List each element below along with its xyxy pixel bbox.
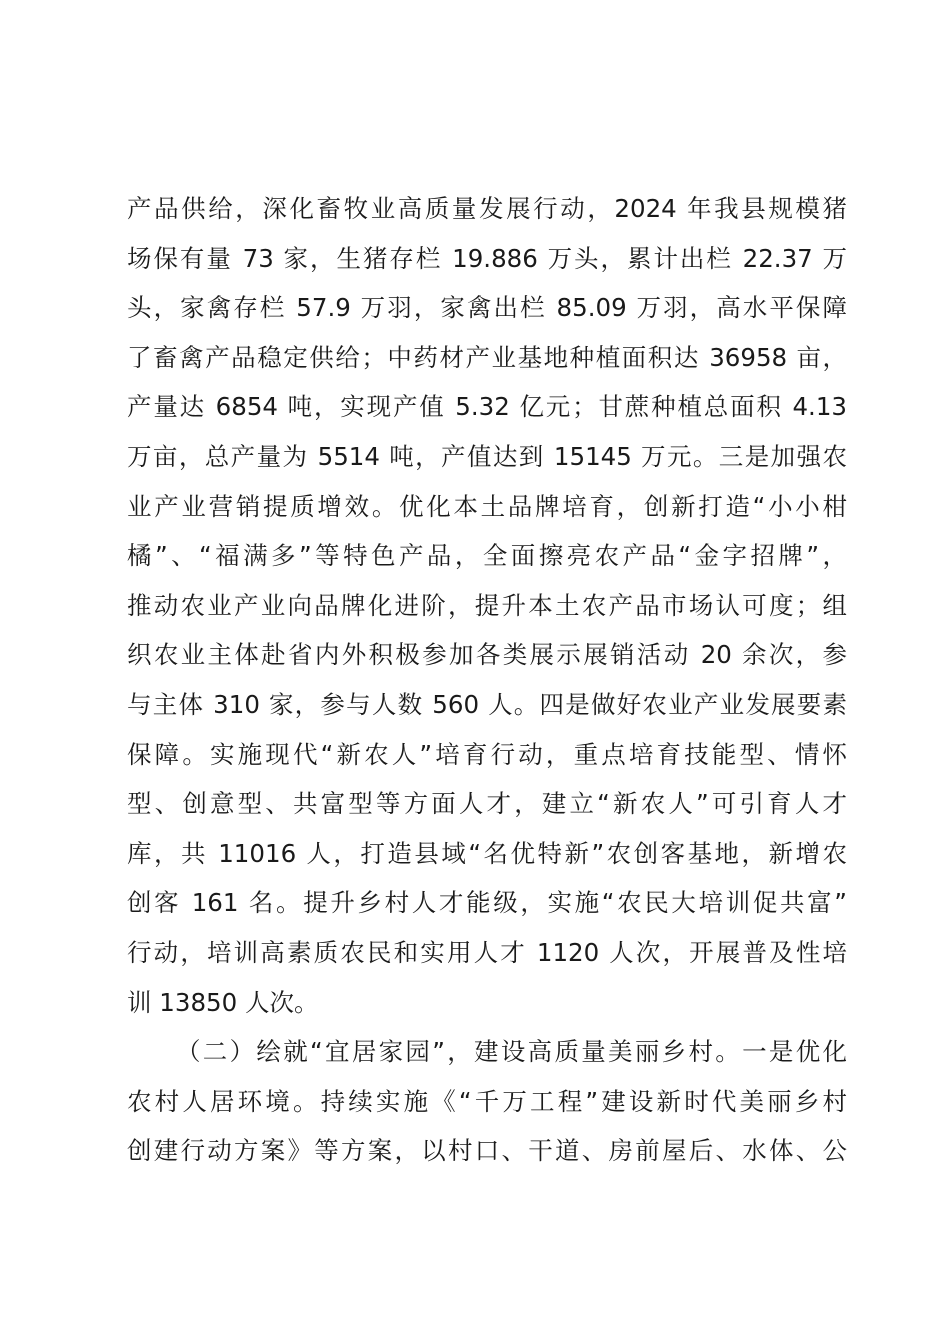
paragraph-end-line: 训 13850 人次。 (127, 987, 319, 1017)
text-line: 推动农业产业向品牌化进阶，提升本土农产品市场认可度；组 (127, 590, 847, 620)
text-line: 创客 161 名。提升乡村人才能级，实施“农民大培训促共富” (127, 888, 847, 918)
text-line: 产品供给，深化畜牧业高质量发展行动，2024 年我县规模猪 (127, 194, 847, 223)
section-heading-line: （二）绘就“宜居家园”，建设高质量美丽乡村。一是优化 (176, 1037, 847, 1067)
text-line: 产量达 6854 吨，实现产值 5.32 亿元；甘蔗种植总面积 4.13 (127, 392, 847, 422)
text-line: 与主体 310 家，参与人数 560 人。四是做好农业产业发展要素 (127, 689, 847, 719)
text-line: 型、创意型、共富型等方面人才，建立“新农人”可引育人才 (127, 789, 847, 819)
text-line: 场保有量 73 家，生猪存栏 19.886 万头，累计出栏 22.37 万 (127, 243, 847, 273)
text-line: 行动，培训高素质农民和实用人才 1120 人次，开展普及性培 (127, 937, 847, 967)
text-line: 了畜禽产品稳定供给；中药材产业基地种植面积达 36958 亩， (127, 342, 847, 372)
text-line: 织农业主体赴省内外积极参加各类展示展销活动 20 余次，参 (127, 640, 847, 670)
text-line: 头，家禽存栏 57.9 万羽，家禽出栏 85.09 万羽，高水平保障 (127, 293, 847, 323)
text-line: 业产业营销提质增效。优化本土品牌培育，创新打造“小小柑 (127, 491, 847, 521)
text-line: 橘”、“福满多”等特色产品，全面擦亮农产品“金字招牌”， (127, 541, 847, 571)
text-line: 万亩，总产量为 5514 吨，产值达到 15145 万元。三是加强农 (127, 441, 847, 471)
text-line: 农村人居环境。持续实施《“千万工程”建设新时代美丽乡村 (127, 1086, 847, 1116)
text-line: 创建行动方案》等方案，以村口、干道、房前屋后、水体、公 (127, 1136, 847, 1166)
text-line: 保障。实施现代“新农人”培育行动，重点培育技能型、情怀 (127, 739, 847, 769)
body-text (127, 184, 847, 1176)
text-line: 库，共 11016 人，打造县域“名优特新”农创客基地，新增农 (127, 838, 847, 868)
